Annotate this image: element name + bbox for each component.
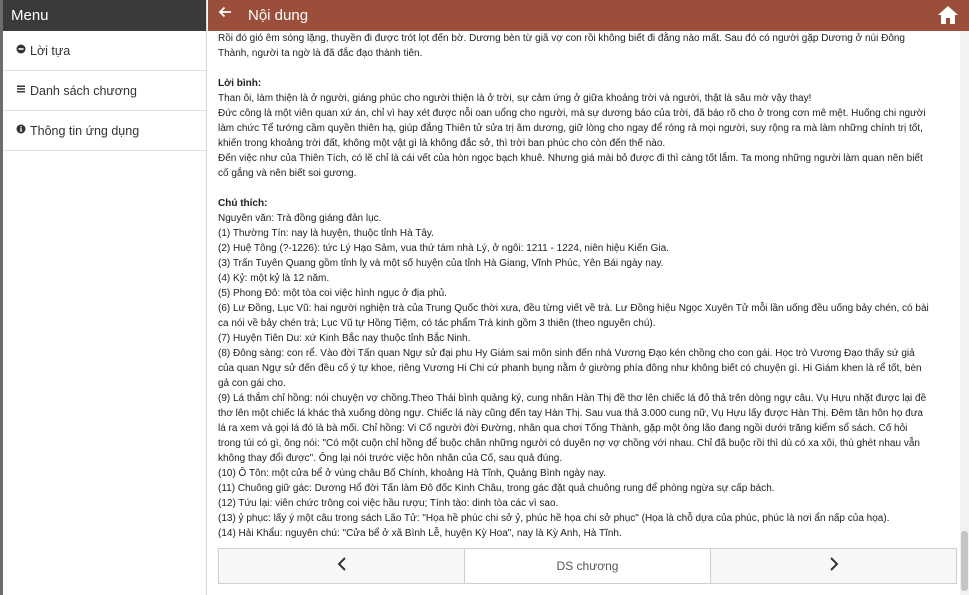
note-line: (14) Hải Khẩu: nguyên chú: "Cửa bể ở xã Bình Lễ, huyện Kỳ Hoa", nay là Kỳ Anh, Hà Tĩnh. [218,528,622,539]
chapter-navigation [218,548,957,584]
content-scrollbar[interactable] [960,31,969,595]
previous-chapter-button[interactable] [219,549,464,583]
minus-circle-icon [15,44,27,57]
page-title: Nội dung [248,7,309,24]
note-line: trong túi có gì, ông nói: "Có một cuộn chỉ hồng để buộc chân những người có duyên nợ vợ chồng với nhau. Chỉ đã buộc rồi thì dù có xa xôi, thù ghét nhau vẫn [218,438,920,449]
note-line: (3) Trấn Tuyên Quang gồm tỉnh lỵ và một số huyện của tỉnh Hà Giang, Vĩnh Phúc, Yên Bái ngày nay. [218,258,664,269]
note-line: (12) Tứu lại: viên chức trông coi việc hầu rượu; Tính tào: dinh tòa các vì sao. [218,498,559,509]
notes-heading: Chú thích: [218,198,268,209]
chevron-left-icon [336,556,348,577]
text-line: Rồi đó gió êm sóng lặng, thuyền đi được trót lọt đến bờ. Dương bèn từ giã vợ con rồi không biết đi đằng nào mất. Sau đó có người gặp Dương ở núi Đông [218,33,905,44]
note-line: (1) Thường Tín: nay là huyện, thuộc tỉnh Hà Tây. [218,228,434,239]
home-icon [937,12,959,29]
note-line: ca nói về bảy chén trà; Lục Vũ tự Hồng Tiệm, có tác phẩm Trà kinh gồm 3 thiên (theo nguyên chú). [218,318,656,329]
sidebar-title: Menu [3,0,206,31]
note-line: gả con gái cho. [218,378,286,389]
note-line: (7) Huyện Tiên Du: xứ Kinh Bắc nay thuộc tỉnh Bắc Ninh. [218,333,471,344]
note-line: (11) Chuông giữ gác: Dương Hổ đời Tấn làm Đô đốc Kinh Châu, trong gác đặt quả chuông rung để phòng ngừa sự cấp bách. [218,483,775,494]
note-line: (10) Ô Tôn: một cửa bể ở vùng châu Bố Chính, khoảng Hà Tĩnh, Quảng Bình ngày nay. [218,468,606,479]
sidebar-item-app-info[interactable] [3,111,206,151]
text-line: Than ôi, làm thiện là ở người, giáng phúc cho người thiện là ở trời, sự cảm ứng ở giữa khoảng trời và người, thật là sâu mờ vậy thay! [218,93,812,104]
scroll-thumb[interactable] [961,531,968,591]
list-icon [15,84,27,97]
sidebar-item-preface[interactable] [3,31,206,71]
note-line: (9) Lá thắm chỉ hồng: nói chuyện vợ chồng.Theo Thái bình quảng ký, cung nhân Hàn Thị đề thơ lên chiếc lá đỏ thả trên dòng ngự câu. Vụ Hựu nhặt được lại đề [218,393,927,404]
sidebar-item-chapter-list[interactable] [3,71,206,111]
note-line: thơ lên một chiếc lá khác thả xuống dòng ngự. Chiếc lá này cũng đến tay Hàn Thị. Sau vua thả 3.000 cung nữ, Vụ Hựu lấy được Hàn Thị. Đêm tân hôn họ đưa [218,408,923,419]
note-line: lá ra xem và gọi lá đó là bà mối. Chỉ hồng: Vi Cố người đời Đường, nhân qua chơi Tống Thành, gặp một ông lão đang ngồi dưới trăng kiểm sổ sách. Cố hỏi [218,423,908,434]
note-line: (13) ỷ phục: lấy ý một câu trong sách Lão Tử: "Họa hề phúc chi sở ỷ, phúc hề họa chi sở phục" (Họa là chỗ dựa của phúc, phúc là nơi ẩn nấp của họa). [218,513,890,524]
chapter-content [218,31,958,545]
sidebar [3,0,207,595]
text-line: cố gắng và nên biết soi gương. [218,168,357,179]
text-line: Thành, người ta ngờ là đã đắc đạo thành tiên. [218,48,423,59]
next-chapter-button[interactable] [711,549,956,583]
chapter-list-button[interactable] [464,549,711,583]
note-line: (8) Đông sàng: con rể. Vào đời Tấn quan Ngự sử đại phu Hy Giám sai môn sinh đến nhà Vương Đạo kén chồng cho con gái. Học trò Vương Đạo thấy sứ giả [218,348,915,359]
note-line: (6) Lư Đồng, Lục Vũ: hai người nghiện trà của Trung Quốc thời xưa, đều từng viết về trà. Lư Đồng hiệu Ngọc Xuyên Tử mỗi lần uống đều uống bảy chén, có bài [218,303,929,314]
home-button[interactable] [937,5,959,25]
note-line: không thay đổi được". Ông lại nói trước việc hôn nhân của Cố, sau quả đúng. [218,453,563,464]
text-line: làm chức Tể tướng cầm quyền thiên hạ, giúp đắng Thiên tử sửa trị âm dương, giữ lòng cho ngay để róng rả mọi người, suy rộng ra mà làm những chính trị tốt, [218,123,923,134]
sidebar-item-label: Thông tin ứng dụng [30,123,140,138]
chapter-list-label: DS chương [556,559,619,573]
text-line: Đến việc như của Thiên Tích, có lẽ chỉ là cái vết của hòn ngọc bạch khuê. Nhưng giá mài bỏ được đi thì càng tốt lắm. Ta mong những người làm quan nên biết [218,153,923,164]
arrow-left-icon [217,7,233,24]
back-button[interactable] [214,4,236,26]
note-line: (2) Huệ Tông (?-1226): tức Lý Hạo Sảm, vua thứ tám nhà Lý, ở ngôi: 1211 - 1224, niên hiệu Kiến Gia. [218,243,669,254]
commentary-heading: Lời bình: [218,78,262,89]
note-line: (4) Kỷ: một kỷ là 12 năm. [218,273,330,284]
info-circle-icon [15,124,27,137]
note-line: (5) Phong Đô: một tòa coi việc hình ngục ở địa phủ. [218,288,447,299]
sidebar-item-label: Lời tựa [30,43,71,58]
note-line: của quan Ngự sử đến đều cố ý tự khoe, riêng Vương Hi Chi cứ phanh bụng nằm ở giường phía đông như không biết có chuyện gì. Hi Giám khen là rể tốt, bèn [218,363,922,374]
app-header [208,0,969,31]
sidebar-item-label: Danh sách chương [30,83,137,98]
text-line: khiến trong khoảng trời đất, không một vật gì là không đắc sở, thì trời ban phúc cho còn đến thế nào. [218,138,666,149]
text-line: Đức công là một viên quan xứ án, chỉ vì hay xét được nỗi oan uổng cho người, mà sự dương báo của trời, đã báo rõ cho ở trong cơn mê mệt. Huống chi người [218,108,926,119]
note-line: Nguyên văn: Trà đồng giáng đản lục. [218,213,382,224]
chevron-right-icon [828,556,840,577]
